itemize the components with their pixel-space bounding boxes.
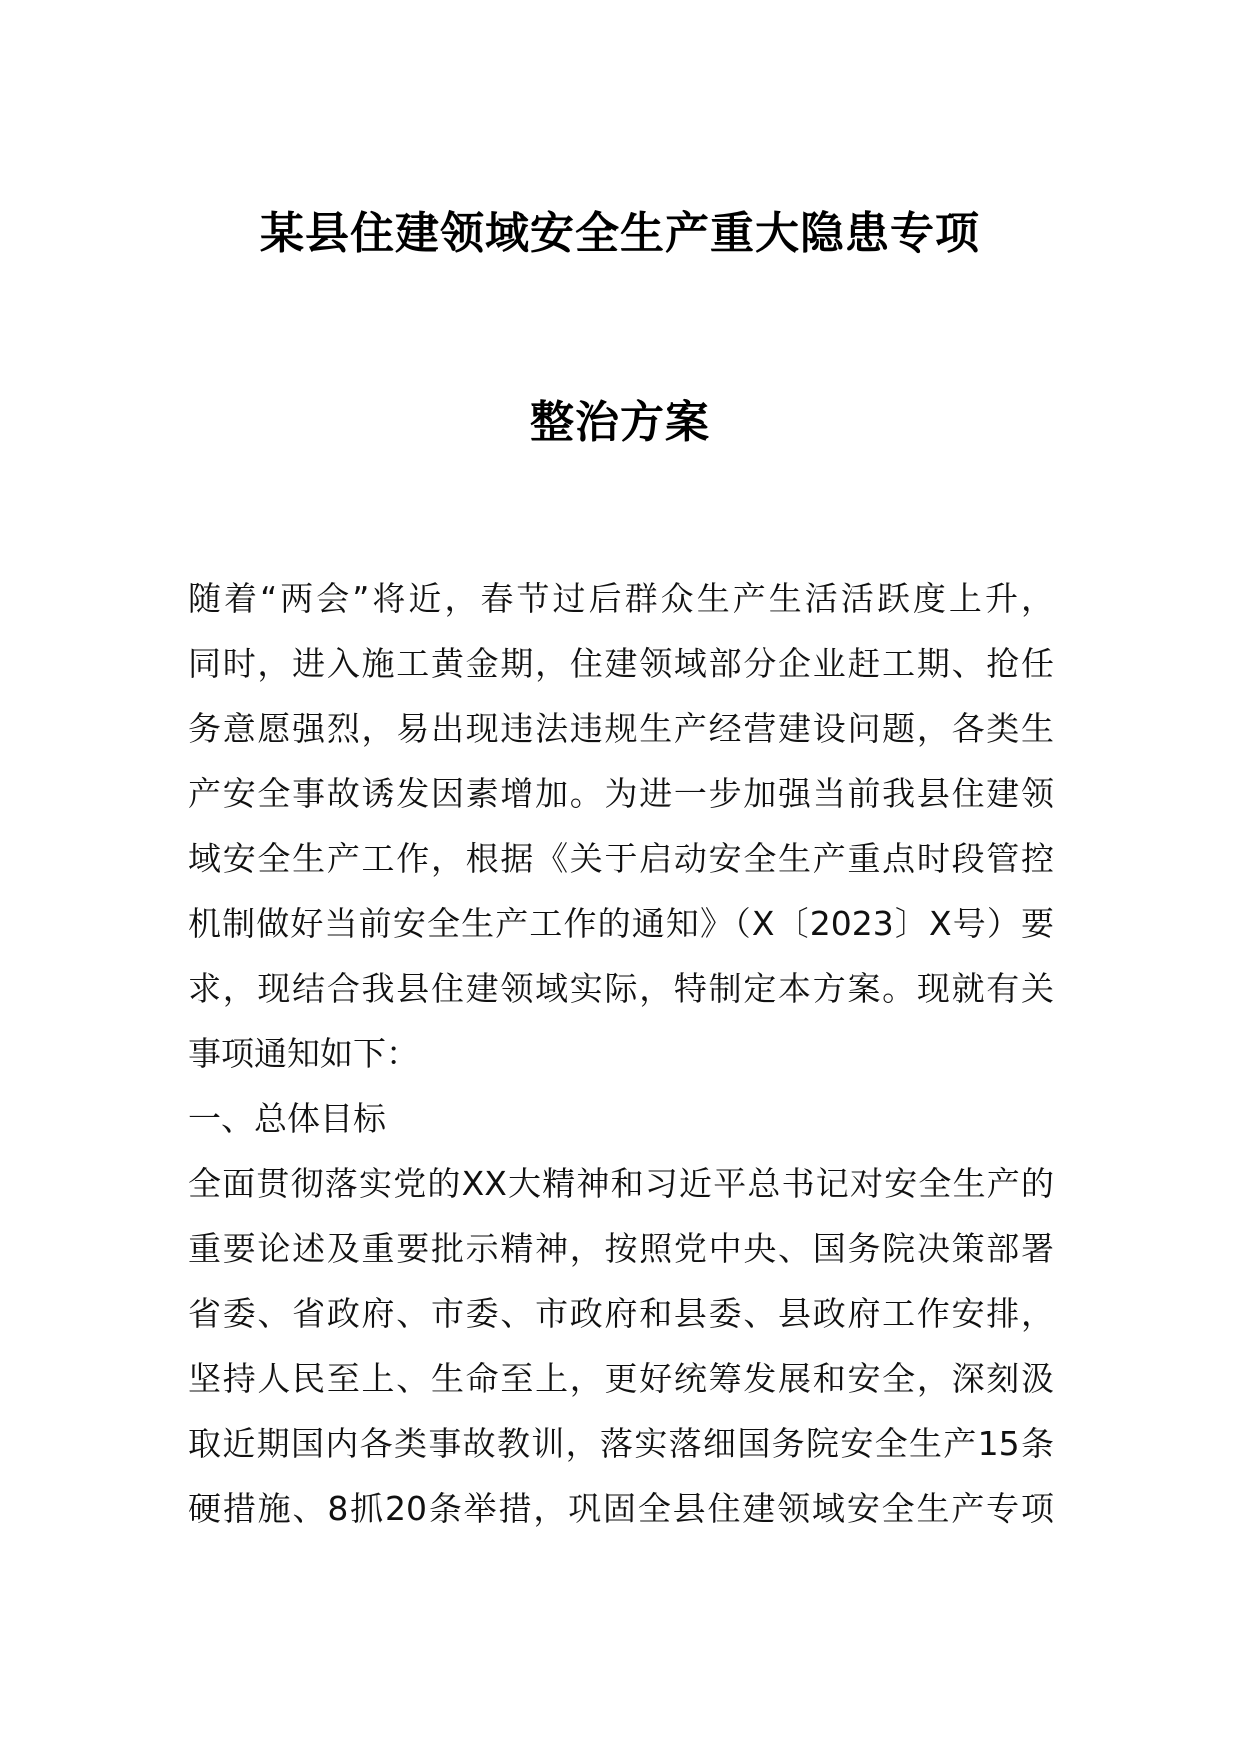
document-title-line-2: 整治方案	[530, 397, 710, 448]
intro-line: 机制做好当前安全生产工作的通知》（X〔2023〕X号）要	[188, 904, 1054, 943]
section-line: 硬措施、8抓20条举措，巩固全县住建领域安全生产专项	[188, 1489, 1054, 1528]
section-heading: 一、总体目标	[188, 1099, 386, 1138]
intro-line: 域安全生产工作，根据《关于启动安全生产重点时段管控	[188, 839, 1054, 878]
section-line: 重要论述及重要批示精神，按照党中央、国务院决策部署	[188, 1229, 1054, 1268]
section-line: 全面贯彻落实党的XX大精神和习近平总书记对安全生产的	[188, 1164, 1054, 1203]
intro-line: 产安全事故诱发因素增加。为进一步加强当前我县住建领	[188, 774, 1054, 813]
intro-line: 求，现结合我县住建领域实际，特制定本方案。现就有关	[188, 969, 1054, 1008]
section-line: 省委、省政府、市委、市政府和县委、县政府工作安排，	[188, 1294, 1054, 1333]
intro-line: 随着“两会”将近，春节过后群众生产生活活跃度上升，	[188, 579, 1054, 618]
intro-line: 务意愿强烈，易出现违法违规生产经营建设问题，各类生	[188, 709, 1054, 748]
section-line: 取近期国内各类事故教训，落实落细国务院安全生产15条	[188, 1424, 1054, 1463]
document-title-line-1: 某县住建领域安全生产重大隐患专项	[260, 208, 980, 259]
section-line: 坚持人民至上、生命至上，更好统筹发展和安全，深刻汲	[188, 1359, 1054, 1398]
intro-line: 同时，进入施工黄金期，住建领域部分企业赶工期、抢任	[188, 644, 1054, 683]
intro-line: 事项通知如下：	[188, 1034, 419, 1073]
